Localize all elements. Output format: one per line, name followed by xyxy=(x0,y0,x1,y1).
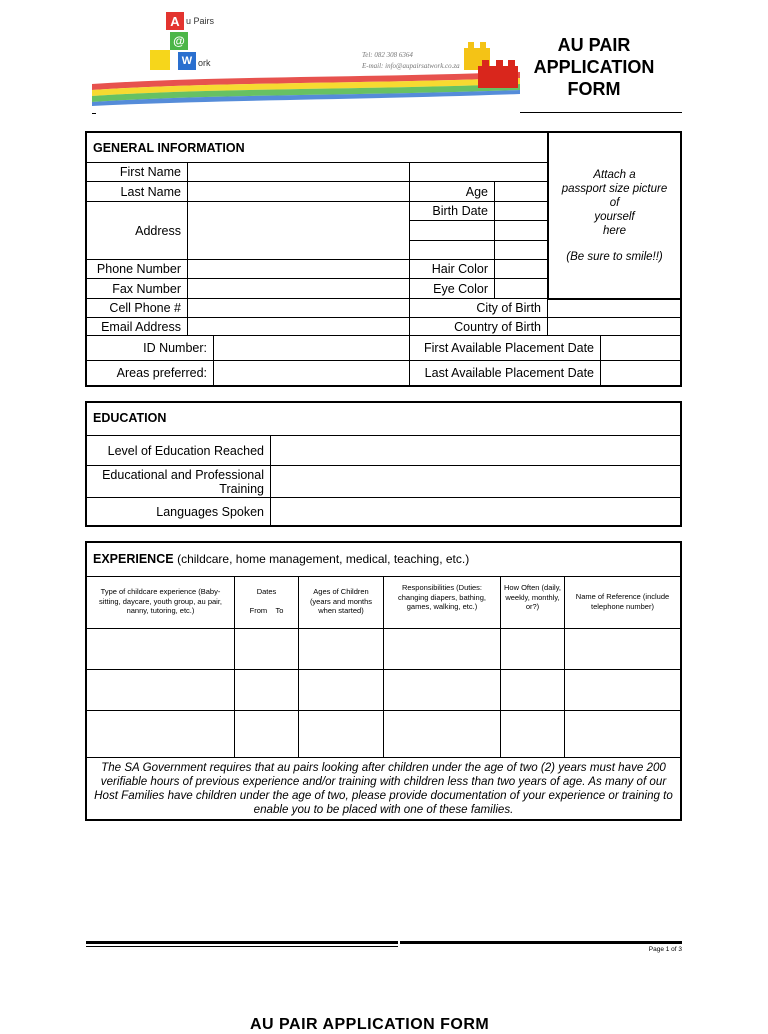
logo-text-pairs: u Pairs xyxy=(186,16,215,26)
training-label-line1: Educational and Professional xyxy=(102,467,264,482)
photo-text-3: of xyxy=(609,196,620,209)
country-of-birth-label: Country of Birth xyxy=(410,318,548,336)
last-available-date-field[interactable] xyxy=(601,361,680,385)
first-available-date-field[interactable] xyxy=(601,336,680,361)
age-field[interactable] xyxy=(495,182,548,202)
col-header-how-often: How Often (daily, weekly, monthly, or?) xyxy=(501,577,565,629)
row1-how-often-field[interactable] xyxy=(501,629,565,670)
logo-block-w: W xyxy=(178,52,196,70)
birth-date-field[interactable] xyxy=(495,202,548,221)
first-available-date-label: First Available Placement Date xyxy=(410,336,601,361)
cell-phone-field[interactable] xyxy=(188,299,410,318)
row1-dates-field[interactable] xyxy=(235,629,299,670)
phone-number-field[interactable] xyxy=(188,260,410,279)
form-title-line1: AU PAIR xyxy=(557,35,631,55)
row1-responsibilities-field[interactable] xyxy=(384,629,501,670)
city-of-birth-field[interactable] xyxy=(548,299,680,318)
experience-title xyxy=(93,552,469,566)
education-level-field[interactable] xyxy=(271,436,680,466)
contact-tel: Tel: 082 308 6364 xyxy=(362,51,413,59)
col-header-responsibilities: Responsibilities (Duties: changing diapers, bathing, games, walking, etc.) xyxy=(384,577,501,629)
photo-text-5: here xyxy=(602,224,627,237)
row3-responsibilities-field[interactable] xyxy=(384,711,501,758)
experience-title-bold: EXPERIENCE xyxy=(93,552,174,566)
photo-text-1: Attach a xyxy=(593,168,636,181)
col-header-dates xyxy=(235,577,299,629)
fax-number-field[interactable] xyxy=(188,279,410,299)
col-header-ages: Ages of Children (years and months when started) xyxy=(299,577,384,629)
first-name-field[interactable] xyxy=(188,163,410,182)
areas-preferred-field[interactable] xyxy=(214,361,410,385)
row1-reference-field[interactable] xyxy=(565,629,680,670)
row2-type-field[interactable] xyxy=(87,670,235,711)
last-name-label: Last Name xyxy=(87,182,188,202)
hair-color-label: Hair Color xyxy=(410,260,495,279)
training-field[interactable] xyxy=(271,466,680,498)
photo-text-2: passport size picture xyxy=(561,182,668,195)
address-extra-field-1[interactable] xyxy=(410,221,495,241)
row3-how-often-field[interactable] xyxy=(501,711,565,758)
photo-text-4: yourself xyxy=(594,210,635,223)
row3-reference-field[interactable] xyxy=(565,711,680,758)
col-header-type: Type of childcare experience (Baby-sitting, daycare, youth group, au pair, nanny, tutoring, etc.) xyxy=(87,577,235,629)
education-section xyxy=(85,401,682,527)
email-address-label: Email Address xyxy=(87,318,188,336)
row2-how-often-field[interactable] xyxy=(501,670,565,711)
logo-block-a: A xyxy=(166,12,184,30)
row2-ages-field[interactable] xyxy=(299,670,384,711)
form-title-line2: APPLICATION xyxy=(533,57,655,77)
footer-rule-thin xyxy=(86,946,398,947)
first-name-extra-field[interactable] xyxy=(410,163,548,182)
row3-type-field[interactable] xyxy=(87,711,235,758)
address-extra-field-2[interactable] xyxy=(410,241,495,260)
header-banner xyxy=(92,6,520,106)
logo-text-work: ork xyxy=(198,58,211,68)
row2-responsibilities-field[interactable] xyxy=(384,670,501,711)
training-label xyxy=(87,466,271,498)
experience-subtitle: (childcare, home management, medical, teaching, etc.) xyxy=(177,552,470,566)
general-information-section xyxy=(85,131,682,387)
logo-block-at: @ xyxy=(170,32,188,50)
city-of-birth-label: City of Birth xyxy=(410,299,548,318)
page-number: Page 1 of 3 xyxy=(648,946,682,953)
general-information-title: GENERAL INFORMATION xyxy=(93,141,245,155)
row2-reference-field[interactable] xyxy=(565,670,680,711)
training-label-line2: Training xyxy=(219,481,264,496)
row3-ages-field[interactable] xyxy=(299,711,384,758)
form-title xyxy=(528,34,660,100)
sa-government-notice: The SA Government requires that au pairs looking after children under the age of two (2) years must have 200 verifiable hours of previous experience and/or training with children less than two years of age. As many of our Host Families have children under the age of two, please provide documentation of your experience or training to enable you to be placed with one of these families. xyxy=(94,761,673,816)
address-label: Address xyxy=(87,202,188,260)
row3-dates-field[interactable] xyxy=(235,711,299,758)
passport-photo-box[interactable] xyxy=(547,133,682,300)
form-title-line3: FORM xyxy=(567,79,621,99)
experience-section xyxy=(85,541,682,821)
eye-color-label: Eye Color xyxy=(410,279,495,299)
last-available-date-label: Last Available Placement Date xyxy=(410,361,601,385)
col-header-to: To xyxy=(275,605,284,615)
row1-type-field[interactable] xyxy=(87,629,235,670)
id-number-field[interactable] xyxy=(214,336,410,361)
footer-rule-left xyxy=(86,941,398,944)
cell-phone-label: Cell Phone # xyxy=(87,299,188,318)
col-header-from-to xyxy=(238,606,295,616)
first-name-label: First Name xyxy=(87,163,188,182)
header-divider xyxy=(520,112,682,113)
age-label: Age xyxy=(410,182,495,202)
birth-extra-field-2[interactable] xyxy=(495,241,548,260)
col-header-dates-title: Dates xyxy=(256,587,277,596)
eye-color-field[interactable] xyxy=(495,279,548,299)
areas-preferred-label: Areas preferred: xyxy=(87,361,214,385)
col-header-from: From xyxy=(249,605,268,615)
country-of-birth-field[interactable] xyxy=(548,318,680,336)
contact-email: E-mail: info@aupairsatwork.co.za xyxy=(362,62,460,70)
birth-date-label: Birth Date xyxy=(410,202,495,221)
next-page-title: AU PAIR APPLICATION FORM xyxy=(250,1016,490,1033)
logo-block-yellow xyxy=(150,50,170,70)
col-header-reference: Name of Reference (include telephone number) xyxy=(565,577,680,629)
id-number-label: ID Number: xyxy=(87,336,214,361)
header-divider-left xyxy=(92,113,96,114)
row2-dates-field[interactable] xyxy=(235,670,299,711)
email-address-field[interactable] xyxy=(188,318,410,336)
row1-ages-field[interactable] xyxy=(299,629,384,670)
hair-color-field[interactable] xyxy=(495,260,548,279)
birth-extra-field-1[interactable] xyxy=(495,221,548,241)
address-field[interactable] xyxy=(188,202,410,260)
education-level-label: Level of Education Reached xyxy=(87,436,271,466)
education-title: EDUCATION xyxy=(93,411,167,425)
phone-number-label: Phone Number xyxy=(87,260,188,279)
footer-rule-right xyxy=(400,941,682,944)
photo-text-6: (Be sure to smile!!) xyxy=(566,250,663,263)
languages-spoken-label: Languages Spoken xyxy=(87,498,271,525)
last-name-field[interactable] xyxy=(188,182,410,202)
languages-spoken-field[interactable] xyxy=(271,498,680,525)
fax-number-label: Fax Number xyxy=(87,279,188,299)
